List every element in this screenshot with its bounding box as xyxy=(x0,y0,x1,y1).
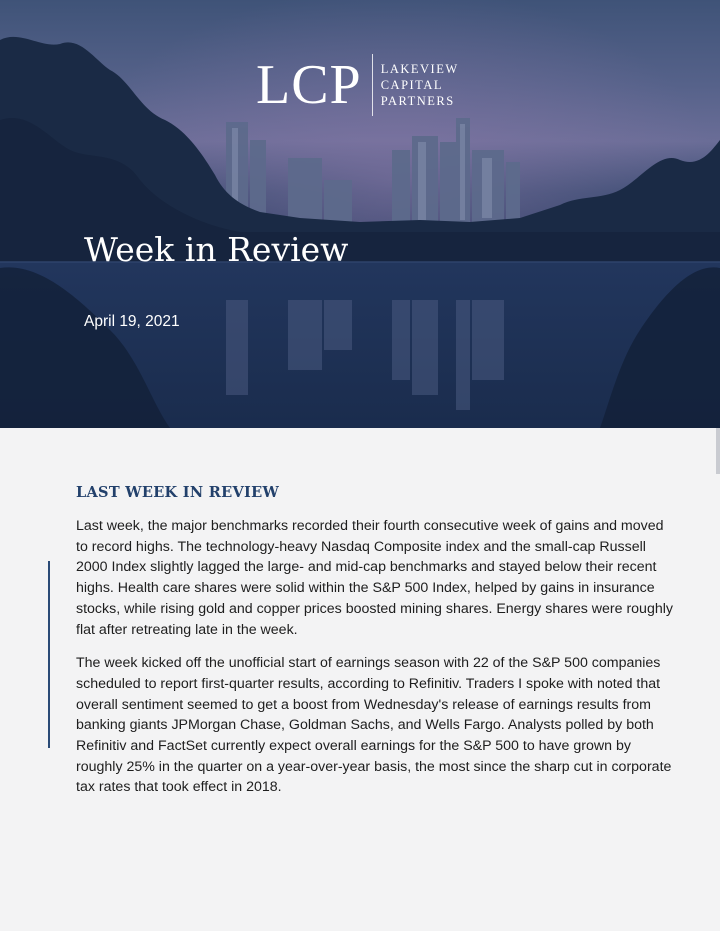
company-logo xyxy=(256,55,459,115)
paragraph-2: The week kicked off the unofficial start of earnings season with 22 of the S&P 500 companies scheduled to report first-quarter results, according to Refinitiv. Traders I spoke with noted that overall sentiment seemed to get a boost from Wednesday's release of earnings results from banking giants JPMorgan Chase, Goldman Sachs, and Wells Fargo. Analysts polled by both Refinitiv and FactSet currently expect overall earnings for the S&P 500 to have grown by roughly 25% in the quarter on a year-over-year basis, the most since the sharp cut in corporate tax rates that took effect in 2018. xyxy=(76,655,672,796)
section-body xyxy=(76,516,676,811)
report-date: April 19, 2021 xyxy=(84,313,180,330)
logo-word-2: CAPITAL xyxy=(380,78,443,92)
right-edge-marker xyxy=(716,428,720,474)
logo-word-1: LAKEVIEW xyxy=(380,62,459,76)
logo-wordmark xyxy=(381,61,459,109)
left-accent-bar xyxy=(48,561,50,748)
logo-monogram: LCP xyxy=(256,54,362,116)
section-heading: LAST WEEK IN REVIEW xyxy=(76,484,280,501)
logo-word-3: PARTNERS xyxy=(380,94,455,108)
logo-divider xyxy=(372,54,373,116)
paragraph-1: Last week, the major benchmarks recorded their fourth consecutive week of gains and moved to record highs. The technology-heavy Nasdaq Composite index and the small-cap Russell 2000 Index slightly lagged the large- and mid-cap benchmarks and stayed below their recent highs. Health care shares were solid within the S&P 500 Index, helped by gains in insurance stocks, while rising gold and copper prices boosted mining shares. Energy shares were roughly flat after retreating late in the week. xyxy=(76,518,673,638)
hero-banner xyxy=(0,0,720,428)
page-title: Week in Review xyxy=(84,230,349,269)
